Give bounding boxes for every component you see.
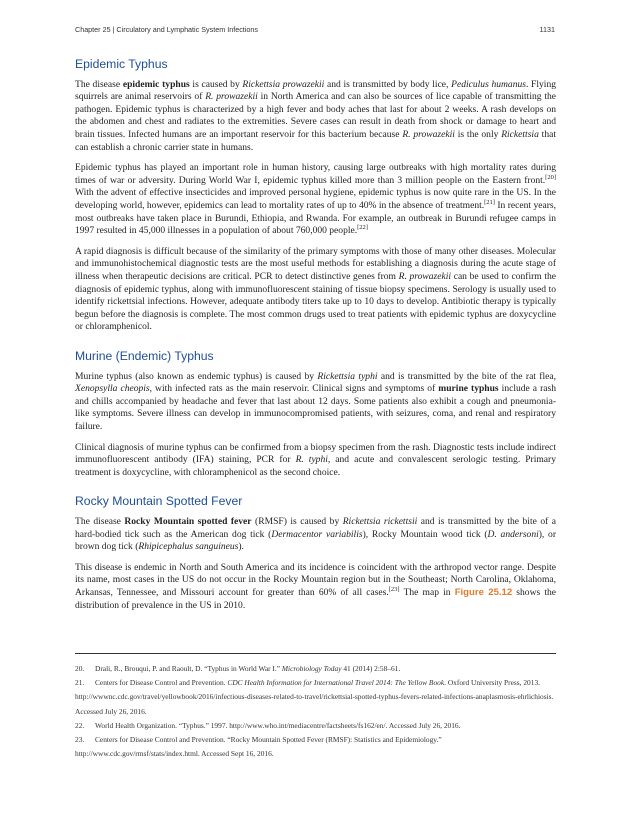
paragraph: A rapid diagnosis is difficult because of the similarity of the primary symptoms with those of many other diseases. Molecular and immunohistochemical diagnostic tests are the most useful methods for establishing a diagnosis during the acute stage of illness when therapeutic decisions are critical. PCR to detect distinctive genes from R. prowazekii can be used to confirm the diagnosis of epidemic typhus, along with immunofluorescent staining of tissue biopsy specimens. Serology is usually used to identify rickettsial infections. However, adequate antibody titers take up to 10 days to develop. Antibiotic therapy is typically begun before the diagnosis is complete. The most common drugs used to treat patients with epidemic typhus are doxycycline or chloramphenicol. bbox=[75, 245, 557, 333]
citation-ref[interactable]: [23] bbox=[388, 585, 400, 593]
paragraph: This disease is endemic in North and South America and its incidence is coincident with the arthropod vector range. Despite its name, most cases in the US do not occur in the Rocky Mountain region but in the Southeast; North Carolina, Oklahoma, Arkansas, Tennessee, and Missouri account for greater than 60% of all cases.[23] The map in Figure 25.12 shows the distribution of prevalence in the US in 2010. bbox=[75, 561, 556, 611]
paragraph: The disease epidemic typhus is caused by Rickettsia prowazekii and is transmitted by body lice, Pediculus humanus. Flying squirrels are animal reservoirs of R. prowazekii in North America and can also be sources of lice capable of transmitting the pathogen. Epidemic typhus is characterized by a high fever and body aches that last for about 2 weeks. A rash develops on the abdomen and chest and radiates to the extremities. Severe cases can result in death from shock or damage to heart and brain tissues. Infected humans are an important reservoir for this bacterium because R. prowazekii is the only Rickettsia that can establish a chronic carrier state in humans. bbox=[75, 78, 557, 153]
running-header bbox=[75, 25, 555, 34]
chapter-title: Chapter 25 | Circulatory and Lymphatic System Infections bbox=[75, 25, 258, 34]
section-rmsf bbox=[75, 494, 556, 612]
footnote: 22. World Health Organization. “Typhus.” 1997. http://www.who.int/mediacentre/factsheets/fs162/en/. Accessed July 26, 2016. bbox=[75, 720, 461, 730]
figure-link[interactable]: Figure 25.12 bbox=[454, 586, 513, 598]
citation-ref[interactable]: [22] bbox=[357, 224, 368, 231]
section-heading: Rocky Mountain Spotted Fever bbox=[75, 494, 243, 509]
page-number: 1131 bbox=[539, 25, 555, 34]
section-epidemic-typhus bbox=[75, 57, 556, 334]
section-heading: Murine (Endemic) Typhus bbox=[75, 348, 214, 363]
footnote: 21. Centers for Disease Control and Prevention. CDC Health Information for International Travel 2014: The Yellow Book. Oxford University Press, 2013. http://wwwnc.cdc.gov/travel/yellowbook/2016/infectious-diseases-related-to-travel/rickettsial-spotted-typhus-fevers-related-infections-anaplasmosis-ehrlichiosis. Accessed July 26, 2016. bbox=[75, 678, 554, 716]
paragraph: Murine typhus (also known as endemic typhus) is caused by Rickettsia typhi and is transmitted by the bite of the rat flea, Xenopsylla cheopis, with infected rats as the main reservoir. Clinical signs and symptoms of murine typhus include a rash and chills accompanied by headache and fever that last about 12 days. Some patients also exhibit a cough and pneumonia-like symptoms. Severe illness can develop in immunocompromised patients, with seizures, coma, and renal and respiratory failure. bbox=[75, 370, 557, 432]
paragraph: Epidemic typhus has played an important role in human history, causing large outbreaks with high mortality rates during times of war or adversity. During World War I, epidemic typhus killed more than 3 million people on the Eastern front.[20] With the advent of effective insecticides and improved personal hygiene, epidemic typhus is now quite rare in the US. In the developing world, however, epidemics can lead to mortality rates of up to 40% in the absence of treatment.[21] In recent years, most outbreaks have taken place in Burundi, Ethiopia, and Rwanda. For example, an outbreak in Burundi refugee camps in 1997 resulted in 45,000 illnesses in a population of about 760,000 people.[22] bbox=[75, 162, 556, 237]
paragraph: Clinical diagnosis of murine typhus can be confirmed from a biopsy specimen from the rash. Diagnostic tests include indirect immunofluorescent antibody (IFA) staining, PCR for R. typhi, and acute and convalescent serologic testing. Primary treatment is doxycycline, with chloramphenicol as the second choice. bbox=[75, 441, 556, 478]
citation-ref[interactable]: [20] bbox=[545, 173, 556, 181]
footnote: 20. Drali, R., Brouqui, P. and Raoult, D. “Typhus in World War I.” Microbiology Today 41 (2014) 2:58–61. bbox=[75, 664, 401, 673]
footnotes bbox=[75, 653, 556, 761]
footnote: 23. Centers for Disease Control and Prevention. “Rocky Mountain Spotted Fever (RMSF): Statistics and Epidemiology.” http://www.cdc.gov/rmsf/stats/index.html. Accessed Sept 16, 2016. bbox=[75, 735, 442, 759]
section-murine-typhus bbox=[75, 349, 556, 479]
main-content bbox=[75, 57, 556, 620]
paragraph: The disease Rocky Mountain spotted fever (RMSF) is caused by Rickettsia rickettsii and is transmitted by the bite of a hard-bodied tick such as the American dog tick (Dermacentor variabilis), Rocky Mountain wood tick (D. andersoni), or brown dog tick (Rhipicephalus sanguineus). bbox=[75, 515, 557, 553]
section-heading: Epidemic Typhus bbox=[75, 57, 168, 71]
citation-ref[interactable]: [21] bbox=[484, 198, 495, 206]
